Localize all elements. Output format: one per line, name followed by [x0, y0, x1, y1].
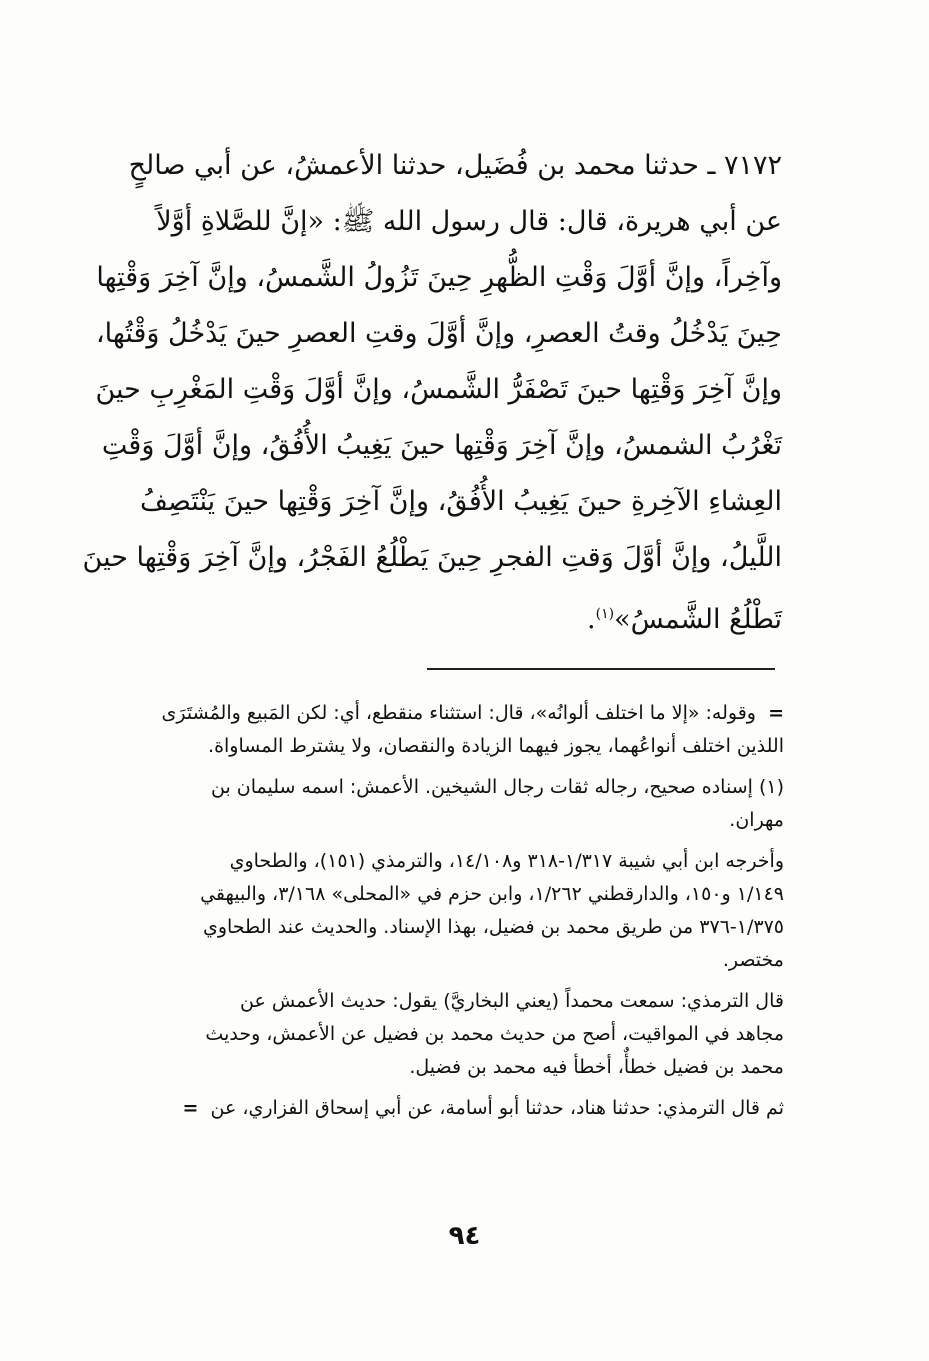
footnote-1 — [70, 771, 784, 837]
hadith-last-line — [72, 586, 782, 648]
end-mark: . — [587, 604, 596, 635]
continued-note — [70, 697, 784, 763]
note-line: مختصر. — [722, 949, 784, 971]
hadith-line: وإنَّ آخِرَ وَقْتِها حينَ تَصْفَرُّ الشَّمسُ، وإنَّ أوَّلَ وَقْتِ المَغْرِبِ حينَ — [95, 374, 782, 405]
footnote-reference: (١) — [595, 606, 615, 622]
note-line: اللذين اختلف أنواعُهما، يجوز فيهما الزيادة والنقصان، ولا يشترط المساواة. — [208, 735, 784, 757]
hadith-line: ٧١٧٢ ـ حدثنا محمد بن فُضَيل، حدثنا الأعمشُ، عن أبي صالحٍ — [128, 150, 782, 181]
footnote-separator — [427, 668, 775, 670]
hadith-line: عن أبي هريرة، قال: قال رسول الله ﷺ: «إنَّ للصَّلاةِ أوَّلاً — [156, 206, 782, 237]
hadith-text — [72, 138, 782, 648]
note-line: محمد بن فضيل خطأٌ، أخطأ فيه محمد بن فضيل. — [409, 1056, 784, 1078]
hadith-line: حِينَ يَدْخُلُ وقتُ العصرِ، وإنَّ أوَّلَ وقتِ العصرِ حينَ يَدْخُلُ وَقْتُها، — [95, 318, 782, 349]
footnotes — [70, 697, 784, 1133]
takhrij-paragraph — [70, 845, 784, 977]
hadith-line: تَغْرُبُ الشمسُ، وإنَّ آخِرَ وَقْتِها حينَ يَغِيبُ الأُفُقُ، وإنَّ أوَّلَ وَقْتِ — [101, 430, 782, 461]
note-line: = وقوله: «إلا ما اختلف ألوانُه»، قال: استثناء منقطع، أي: لكن المَبيع والمُشتَرَى — [161, 702, 784, 724]
page-number: ٩٤ — [448, 1221, 481, 1251]
continued-marker: = — [768, 702, 784, 724]
last-paragraph — [70, 1092, 784, 1125]
hadith-line: العِشاءِ الآخِرةِ حينَ يَغِيبُ الأُفُقُ، وإنَّ آخِرَ وَقْتِها حينَ يَنْتَصِفُ — [139, 486, 782, 517]
continues-marker: = — [182, 1097, 199, 1119]
note-line: (١) إسناده صحيح، رجاله ثقات رجال الشيخين. الأعمش: اسمه سليمان بن — [211, 776, 784, 798]
note-line: ١/١٤٩ و١٥٠، والدارقطني ١/٢٦٢، وابن حزم في «المحلى» ٣/١٦٨، والبيهقي — [200, 883, 784, 905]
note-line: قال الترمذي: سمعت محمداً (يعني البخاريَّ) يقول: حديث الأعمش عن — [240, 990, 784, 1012]
note-line: مهران. — [729, 809, 784, 831]
note-line: مجاهد في المواقيت، أصح من حديث محمد بن فضيل عن الأعمش، وحديث — [205, 1023, 784, 1045]
hadith-line: تَطْلُعُ الشَّمسُ» — [614, 604, 782, 635]
tirmidhi-paragraph — [70, 985, 784, 1084]
hadith-line: اللَّيلُ، وإنَّ أوَّلَ وَقتِ الفجرِ حِينَ يَطْلُعُ الفَجْرُ، وإنَّ آخِرَ وَقْتِها حينَ — [82, 542, 782, 573]
note-line: ثم قال الترمذي: حدثنا هناد، حدثنا أبو أسامة، عن أبي إسحاق الفزاري، عن = — [182, 1097, 784, 1119]
hadith-line: وآخِراً، وإنَّ أوَّلَ وَقْتِ الظُّهرِ حِينَ تَزُولُ الشَّمسُ، وإنَّ آخِرَ وَقْتِها — [96, 262, 782, 293]
note-line: وأخرجه ابن أبي شيبة ١/٣١٧-٣١٨ و١٤/١٠٨، والترمذي (١٥١)، والطحاوي — [229, 850, 784, 872]
note-line: ١/٣٧٥-٣٧٦ من طريق محمد بن فضيل، بهذا الإسناد. والحديث عند الطحاوي — [202, 916, 784, 938]
